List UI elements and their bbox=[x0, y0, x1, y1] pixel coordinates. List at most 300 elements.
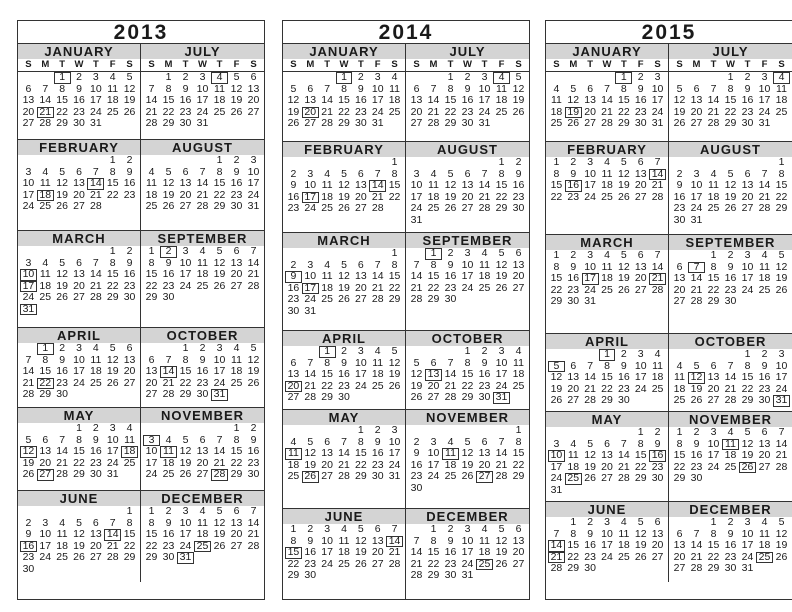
day[interactable]: 5 bbox=[165, 165, 172, 178]
holiday-day[interactable]: 21 bbox=[649, 273, 666, 285]
day[interactable]: 4 bbox=[42, 165, 49, 178]
day[interactable]: 25 bbox=[601, 190, 613, 203]
day[interactable]: 20 bbox=[123, 365, 136, 377]
day[interactable]: 30 bbox=[338, 391, 350, 403]
day[interactable]: 28 bbox=[651, 190, 664, 203]
day[interactable]: 28 bbox=[410, 293, 423, 305]
day[interactable]: 17 bbox=[106, 445, 119, 457]
day[interactable]: 22 bbox=[213, 188, 226, 201]
day[interactable]: 13 bbox=[73, 177, 85, 189]
day[interactable]: 11 bbox=[321, 179, 333, 191]
day[interactable]: 30 bbox=[56, 388, 68, 400]
day[interactable]: 19 bbox=[584, 460, 596, 473]
day[interactable]: 9 bbox=[199, 353, 206, 366]
day[interactable]: 30 bbox=[651, 472, 664, 484]
day[interactable]: 4 bbox=[620, 516, 627, 528]
day[interactable]: 2 bbox=[250, 422, 257, 434]
day[interactable]: 4 bbox=[341, 523, 347, 535]
day[interactable]: 24 bbox=[196, 105, 209, 118]
day[interactable]: 24 bbox=[651, 105, 664, 118]
day[interactable]: 20 bbox=[741, 190, 754, 203]
day[interactable]: 21 bbox=[601, 105, 613, 118]
day[interactable]: 30 bbox=[724, 562, 737, 574]
day[interactable]: 3 bbox=[109, 422, 116, 434]
day[interactable]: 10 bbox=[22, 177, 35, 189]
day[interactable]: 9 bbox=[761, 359, 768, 372]
day[interactable]: 6 bbox=[637, 156, 644, 168]
day[interactable]: 18 bbox=[371, 368, 384, 380]
day[interactable]: 21 bbox=[247, 528, 260, 540]
day[interactable]: 20 bbox=[673, 283, 686, 296]
day[interactable]: 5 bbox=[515, 71, 522, 83]
day[interactable]: 10 bbox=[690, 179, 703, 191]
day[interactable]: 12 bbox=[673, 94, 686, 106]
day[interactable]: 20 bbox=[461, 190, 474, 203]
day[interactable]: 7 bbox=[553, 527, 560, 540]
day[interactable]: 19 bbox=[338, 281, 350, 294]
day[interactable]: 27 bbox=[512, 557, 525, 570]
day[interactable]: 12 bbox=[775, 260, 788, 273]
day[interactable]: 26 bbox=[388, 379, 401, 392]
day[interactable]: 3 bbox=[216, 342, 223, 354]
day[interactable]: 27 bbox=[123, 376, 136, 389]
day[interactable]: 2 bbox=[727, 249, 734, 261]
day[interactable]: 30 bbox=[690, 472, 703, 484]
day[interactable]: 15 bbox=[550, 179, 563, 191]
day[interactable]: 25 bbox=[106, 105, 119, 118]
day[interactable]: 9 bbox=[693, 437, 700, 450]
day[interactable]: 7 bbox=[481, 167, 488, 180]
day[interactable]: 27 bbox=[304, 117, 317, 129]
day[interactable]: 10 bbox=[388, 435, 401, 448]
day[interactable]: 21 bbox=[247, 268, 260, 280]
holiday-day[interactable]: 14 bbox=[104, 529, 121, 541]
holiday-day[interactable]: 31 bbox=[177, 552, 194, 564]
day[interactable]: 30 bbox=[618, 394, 630, 406]
day[interactable]: 29 bbox=[56, 117, 68, 129]
day[interactable]: 10 bbox=[651, 82, 664, 95]
day[interactable]: 12 bbox=[618, 260, 630, 273]
day[interactable]: 23 bbox=[123, 188, 136, 201]
day[interactable]: 26 bbox=[213, 539, 226, 552]
day[interactable]: 7 bbox=[250, 245, 257, 257]
day[interactable]: 22 bbox=[56, 105, 68, 118]
day[interactable]: 27 bbox=[707, 394, 720, 406]
day[interactable]: 8 bbox=[165, 82, 172, 95]
day[interactable]: 21 bbox=[22, 376, 35, 389]
day[interactable]: 31 bbox=[478, 117, 491, 129]
day[interactable]: 30 bbox=[478, 391, 491, 403]
day[interactable]: 25 bbox=[618, 550, 630, 563]
day[interactable]: 10 bbox=[304, 270, 317, 282]
day[interactable]: 16 bbox=[584, 539, 596, 551]
day[interactable]: 23 bbox=[355, 105, 367, 118]
day[interactable]: 7 bbox=[324, 82, 331, 95]
day[interactable]: 26 bbox=[355, 557, 367, 570]
day[interactable]: 14 bbox=[618, 449, 630, 461]
day[interactable]: 20 bbox=[410, 105, 423, 118]
day[interactable]: 29 bbox=[567, 562, 580, 574]
day[interactable]: 21 bbox=[707, 105, 720, 118]
day[interactable]: 6 bbox=[233, 505, 240, 517]
day[interactable]: 23 bbox=[584, 550, 596, 563]
day[interactable]: 27 bbox=[247, 105, 260, 118]
day[interactable]: 24 bbox=[106, 456, 119, 469]
day[interactable]: 11 bbox=[759, 527, 770, 540]
day[interactable]: 19 bbox=[388, 368, 401, 380]
day[interactable]: 8 bbox=[570, 527, 577, 540]
day[interactable]: 20 bbox=[196, 456, 209, 469]
day[interactable]: 4 bbox=[570, 437, 577, 450]
day[interactable]: 5 bbox=[25, 433, 32, 446]
day[interactable]: 8 bbox=[710, 260, 717, 273]
day[interactable]: 15 bbox=[145, 268, 158, 280]
holiday-day[interactable]: 1 bbox=[319, 346, 336, 358]
day[interactable]: 16 bbox=[196, 365, 209, 377]
day[interactable]: 20 bbox=[634, 272, 647, 284]
day[interactable]: 3 bbox=[637, 348, 644, 360]
day[interactable]: 24 bbox=[213, 376, 226, 389]
day[interactable]: 28 bbox=[371, 202, 384, 214]
day[interactable]: 18 bbox=[196, 528, 209, 540]
day[interactable]: 29 bbox=[461, 391, 474, 403]
day[interactable]: 15 bbox=[707, 539, 720, 551]
day[interactable]: 15 bbox=[741, 371, 754, 383]
day[interactable]: 7 bbox=[199, 165, 206, 178]
day[interactable]: 15 bbox=[56, 94, 68, 106]
day[interactable]: 21 bbox=[618, 460, 630, 473]
holiday-day[interactable]: 14 bbox=[160, 366, 177, 378]
day[interactable]: 30 bbox=[371, 470, 384, 482]
day[interactable]: 3 bbox=[481, 71, 488, 83]
day[interactable]: 26 bbox=[775, 550, 788, 563]
day[interactable]: 19 bbox=[213, 268, 226, 280]
day[interactable]: 10 bbox=[355, 356, 367, 369]
day[interactable]: 18 bbox=[758, 272, 771, 284]
day[interactable]: 4 bbox=[430, 167, 437, 180]
day[interactable]: 25 bbox=[427, 202, 440, 214]
day[interactable]: 13 bbox=[690, 94, 703, 106]
day[interactable]: 18 bbox=[106, 94, 119, 106]
holiday-day[interactable]: 7 bbox=[688, 262, 705, 274]
day[interactable]: 8 bbox=[76, 433, 82, 446]
day[interactable]: 16 bbox=[123, 268, 136, 280]
day[interactable]: 5 bbox=[341, 258, 347, 271]
day[interactable]: 13 bbox=[230, 516, 243, 529]
day[interactable]: 31 bbox=[758, 117, 771, 129]
day[interactable]: 26 bbox=[724, 202, 737, 214]
day[interactable]: 24 bbox=[371, 105, 384, 118]
day[interactable]: 19 bbox=[618, 179, 630, 191]
day[interactable]: 15 bbox=[123, 528, 136, 540]
day[interactable]: 30 bbox=[247, 468, 260, 480]
day[interactable]: 9 bbox=[447, 258, 454, 271]
day[interactable]: 7 bbox=[587, 359, 594, 372]
day[interactable]: 19 bbox=[162, 188, 175, 201]
day[interactable]: 11 bbox=[601, 167, 613, 180]
day[interactable]: 29 bbox=[388, 293, 401, 305]
day[interactable]: 23 bbox=[478, 379, 491, 392]
day[interactable]: 5 bbox=[391, 345, 398, 357]
day[interactable]: 19 bbox=[355, 546, 367, 558]
day[interactable]: 12 bbox=[338, 270, 350, 282]
day[interactable]: 6 bbox=[587, 82, 594, 95]
day[interactable]: 25 bbox=[213, 105, 226, 118]
day[interactable]: 16 bbox=[724, 272, 737, 284]
day[interactable]: 18 bbox=[321, 190, 333, 203]
day[interactable]: 1 bbox=[447, 71, 454, 83]
day[interactable]: 27 bbox=[461, 202, 474, 214]
day[interactable]: 27 bbox=[196, 468, 209, 480]
day[interactable]: 30 bbox=[410, 481, 423, 494]
holiday-day[interactable]: 16 bbox=[565, 180, 582, 192]
day[interactable]: 5 bbox=[182, 433, 189, 446]
day[interactable]: 20 bbox=[22, 105, 35, 118]
day[interactable]: 3 bbox=[357, 345, 364, 357]
day[interactable]: 24 bbox=[179, 279, 192, 292]
day[interactable]: 25 bbox=[230, 376, 243, 389]
day[interactable]: 1 bbox=[109, 154, 116, 166]
day[interactable]: 19 bbox=[775, 539, 788, 551]
day[interactable]: 18 bbox=[90, 365, 102, 377]
day[interactable]: 10 bbox=[247, 165, 260, 178]
day[interactable]: 29 bbox=[338, 117, 350, 129]
day[interactable]: 27 bbox=[355, 202, 367, 214]
day[interactable]: 19 bbox=[338, 190, 350, 203]
day[interactable]: 23 bbox=[162, 539, 175, 552]
day[interactable]: 3 bbox=[42, 516, 49, 529]
day[interactable]: 13 bbox=[145, 365, 158, 377]
day[interactable]: 28 bbox=[410, 569, 423, 581]
day[interactable]: 1 bbox=[216, 154, 223, 166]
day[interactable]: 22 bbox=[707, 550, 720, 563]
day[interactable]: 12 bbox=[230, 82, 243, 95]
day[interactable]: 9 bbox=[413, 447, 420, 459]
day[interactable]: 14 bbox=[601, 94, 613, 106]
day[interactable]: 3 bbox=[498, 345, 505, 357]
day[interactable]: 17 bbox=[741, 539, 754, 551]
day[interactable]: 17 bbox=[410, 190, 423, 203]
day[interactable]: 24 bbox=[461, 557, 474, 570]
day[interactable]: 22 bbox=[724, 105, 737, 118]
day[interactable]: 6 bbox=[693, 82, 700, 95]
day[interactable]: 14 bbox=[39, 94, 52, 106]
day[interactable]: 24 bbox=[707, 460, 720, 473]
day[interactable]: 10 bbox=[213, 353, 226, 366]
day[interactable]: 24 bbox=[741, 283, 754, 296]
day[interactable]: 5 bbox=[620, 249, 627, 261]
day[interactable]: 2 bbox=[413, 435, 420, 448]
holiday-day[interactable]: 17 bbox=[582, 273, 599, 285]
day[interactable]: 21 bbox=[338, 458, 350, 471]
day[interactable]: 22 bbox=[321, 379, 333, 392]
day[interactable]: 9 bbox=[59, 353, 66, 366]
day[interactable]: 11 bbox=[479, 258, 490, 271]
day[interactable]: 23 bbox=[247, 456, 260, 469]
day[interactable]: 16 bbox=[90, 445, 102, 457]
holiday-day[interactable]: 28 bbox=[211, 469, 228, 481]
day[interactable]: 7 bbox=[307, 356, 314, 369]
day[interactable]: 29 bbox=[707, 562, 720, 574]
day[interactable]: 8 bbox=[109, 165, 116, 178]
day[interactable]: 26 bbox=[618, 190, 630, 203]
day[interactable]: 2 bbox=[126, 245, 133, 257]
day[interactable]: 22 bbox=[145, 279, 158, 292]
day[interactable]: 9 bbox=[126, 256, 133, 269]
day[interactable]: 10 bbox=[73, 353, 85, 366]
day[interactable]: 3 bbox=[324, 523, 331, 535]
day[interactable]: 13 bbox=[230, 256, 243, 269]
day[interactable]: 28 bbox=[775, 460, 788, 473]
day[interactable]: 26 bbox=[634, 550, 647, 563]
day[interactable]: 19 bbox=[673, 105, 686, 118]
holiday-day[interactable]: 14 bbox=[369, 180, 386, 192]
day[interactable]: 12 bbox=[162, 177, 175, 189]
day[interactable]: 21 bbox=[213, 456, 226, 469]
day[interactable]: 23 bbox=[162, 279, 175, 292]
day[interactable]: 17 bbox=[690, 190, 703, 203]
day[interactable]: 27 bbox=[741, 202, 754, 214]
day[interactable]: 22 bbox=[550, 283, 563, 296]
day[interactable]: 11 bbox=[56, 528, 68, 540]
day[interactable]: 6 bbox=[250, 71, 257, 83]
day[interactable]: 30 bbox=[758, 394, 771, 406]
day[interactable]: 23 bbox=[758, 382, 771, 395]
day[interactable]: 16 bbox=[162, 528, 175, 540]
day[interactable]: 4 bbox=[59, 516, 66, 529]
holiday-day[interactable]: 20 bbox=[285, 381, 302, 393]
day[interactable]: 31 bbox=[461, 569, 474, 581]
day[interactable]: 21 bbox=[106, 539, 119, 552]
day[interactable]: 16 bbox=[461, 94, 474, 106]
day[interactable]: 21 bbox=[724, 382, 737, 395]
day[interactable]: 27 bbox=[287, 391, 300, 403]
day[interactable]: 1 bbox=[637, 426, 644, 438]
day[interactable]: 7 bbox=[250, 505, 257, 517]
day[interactable]: 29 bbox=[145, 291, 158, 303]
day[interactable]: 22 bbox=[123, 539, 136, 552]
day[interactable]: 18 bbox=[673, 382, 686, 395]
day[interactable]: 9 bbox=[481, 356, 488, 369]
day[interactable]: 21 bbox=[495, 458, 508, 471]
day[interactable]: 18 bbox=[39, 279, 52, 292]
day[interactable]: 17 bbox=[707, 449, 720, 461]
day[interactable]: 6 bbox=[604, 437, 610, 450]
day[interactable]: 18 bbox=[287, 458, 300, 471]
day[interactable]: 9 bbox=[165, 516, 172, 529]
day[interactable]: 9 bbox=[341, 356, 347, 369]
day[interactable]: 12 bbox=[567, 94, 580, 106]
day[interactable]: 17 bbox=[22, 188, 35, 201]
day[interactable]: 22 bbox=[106, 188, 119, 201]
day[interactable]: 19 bbox=[22, 456, 35, 469]
day[interactable]: 17 bbox=[741, 272, 754, 284]
day[interactable]: 13 bbox=[673, 272, 686, 284]
day[interactable]: 5 bbox=[464, 435, 471, 448]
day[interactable]: 25 bbox=[651, 382, 664, 395]
holiday-day[interactable]: 18 bbox=[37, 190, 54, 202]
day[interactable]: 16 bbox=[410, 458, 423, 471]
day[interactable]: 17 bbox=[634, 371, 647, 383]
day[interactable]: 12 bbox=[634, 527, 647, 540]
day[interactable]: 31 bbox=[584, 295, 596, 307]
day[interactable]: 27 bbox=[758, 460, 771, 473]
day[interactable]: 14 bbox=[213, 445, 226, 457]
day[interactable]: 27 bbox=[512, 281, 525, 294]
day[interactable]: 15 bbox=[673, 449, 686, 461]
day[interactable]: 8 bbox=[233, 433, 240, 446]
day[interactable]: 8 bbox=[498, 167, 505, 180]
day[interactable]: 2 bbox=[59, 342, 66, 354]
day[interactable]: 20 bbox=[512, 546, 525, 558]
day[interactable]: 20 bbox=[321, 458, 333, 471]
day[interactable]: 23 bbox=[634, 105, 647, 118]
day[interactable]: 9 bbox=[587, 527, 594, 540]
day[interactable]: 22 bbox=[179, 376, 192, 389]
day[interactable]: 30 bbox=[444, 569, 457, 581]
holiday-day[interactable]: 3 bbox=[143, 435, 160, 447]
day[interactable]: 23 bbox=[230, 188, 243, 201]
day[interactable]: 4 bbox=[324, 167, 331, 180]
day[interactable]: 3 bbox=[182, 245, 189, 257]
day[interactable]: 3 bbox=[92, 71, 99, 83]
day[interactable]: 18 bbox=[56, 539, 68, 552]
day[interactable]: 23 bbox=[304, 557, 317, 570]
day[interactable]: 30 bbox=[741, 117, 754, 129]
day[interactable]: 28 bbox=[247, 279, 260, 292]
day[interactable]: 4 bbox=[604, 156, 610, 168]
day[interactable]: 12 bbox=[618, 167, 630, 180]
day[interactable]: 20 bbox=[247, 94, 260, 106]
day[interactable]: 10 bbox=[495, 356, 508, 369]
day[interactable]: 11 bbox=[674, 371, 685, 383]
holiday-day[interactable]: 4 bbox=[211, 72, 228, 84]
holiday-day[interactable]: 5 bbox=[548, 361, 565, 373]
day[interactable]: 12 bbox=[213, 516, 226, 529]
day[interactable]: 5 bbox=[250, 342, 257, 354]
day[interactable]: 2 bbox=[25, 516, 32, 529]
day[interactable]: 23 bbox=[673, 202, 686, 214]
day[interactable]: 5 bbox=[620, 156, 627, 168]
day[interactable]: 8 bbox=[727, 82, 734, 95]
day[interactable]: 2 bbox=[233, 154, 240, 166]
day[interactable]: 26 bbox=[673, 117, 686, 129]
day[interactable]: 25 bbox=[321, 202, 333, 214]
day[interactable]: 28 bbox=[22, 388, 35, 400]
day[interactable]: 7 bbox=[498, 435, 505, 448]
day[interactable]: 1 bbox=[148, 505, 155, 517]
day[interactable]: 11 bbox=[214, 82, 225, 95]
day[interactable]: 2 bbox=[693, 426, 700, 438]
day[interactable]: 6 bbox=[637, 249, 644, 261]
day[interactable]: 21 bbox=[90, 279, 102, 292]
day[interactable]: 12 bbox=[355, 534, 367, 547]
day[interactable]: 24 bbox=[179, 539, 192, 552]
day[interactable]: 2 bbox=[637, 71, 644, 83]
day[interactable]: 13 bbox=[179, 177, 192, 189]
day[interactable]: 13 bbox=[478, 447, 491, 459]
day[interactable]: 27 bbox=[427, 391, 440, 403]
day[interactable]: 18 bbox=[427, 190, 440, 203]
day[interactable]: 21 bbox=[478, 190, 491, 203]
day[interactable]: 29 bbox=[287, 569, 300, 581]
day[interactable]: 9 bbox=[744, 82, 751, 95]
day[interactable]: 2 bbox=[744, 71, 751, 83]
day[interactable]: 10 bbox=[179, 256, 192, 269]
day[interactable]: 22 bbox=[707, 283, 720, 296]
day[interactable]: 16 bbox=[444, 546, 457, 558]
day[interactable]: 14 bbox=[410, 546, 423, 558]
